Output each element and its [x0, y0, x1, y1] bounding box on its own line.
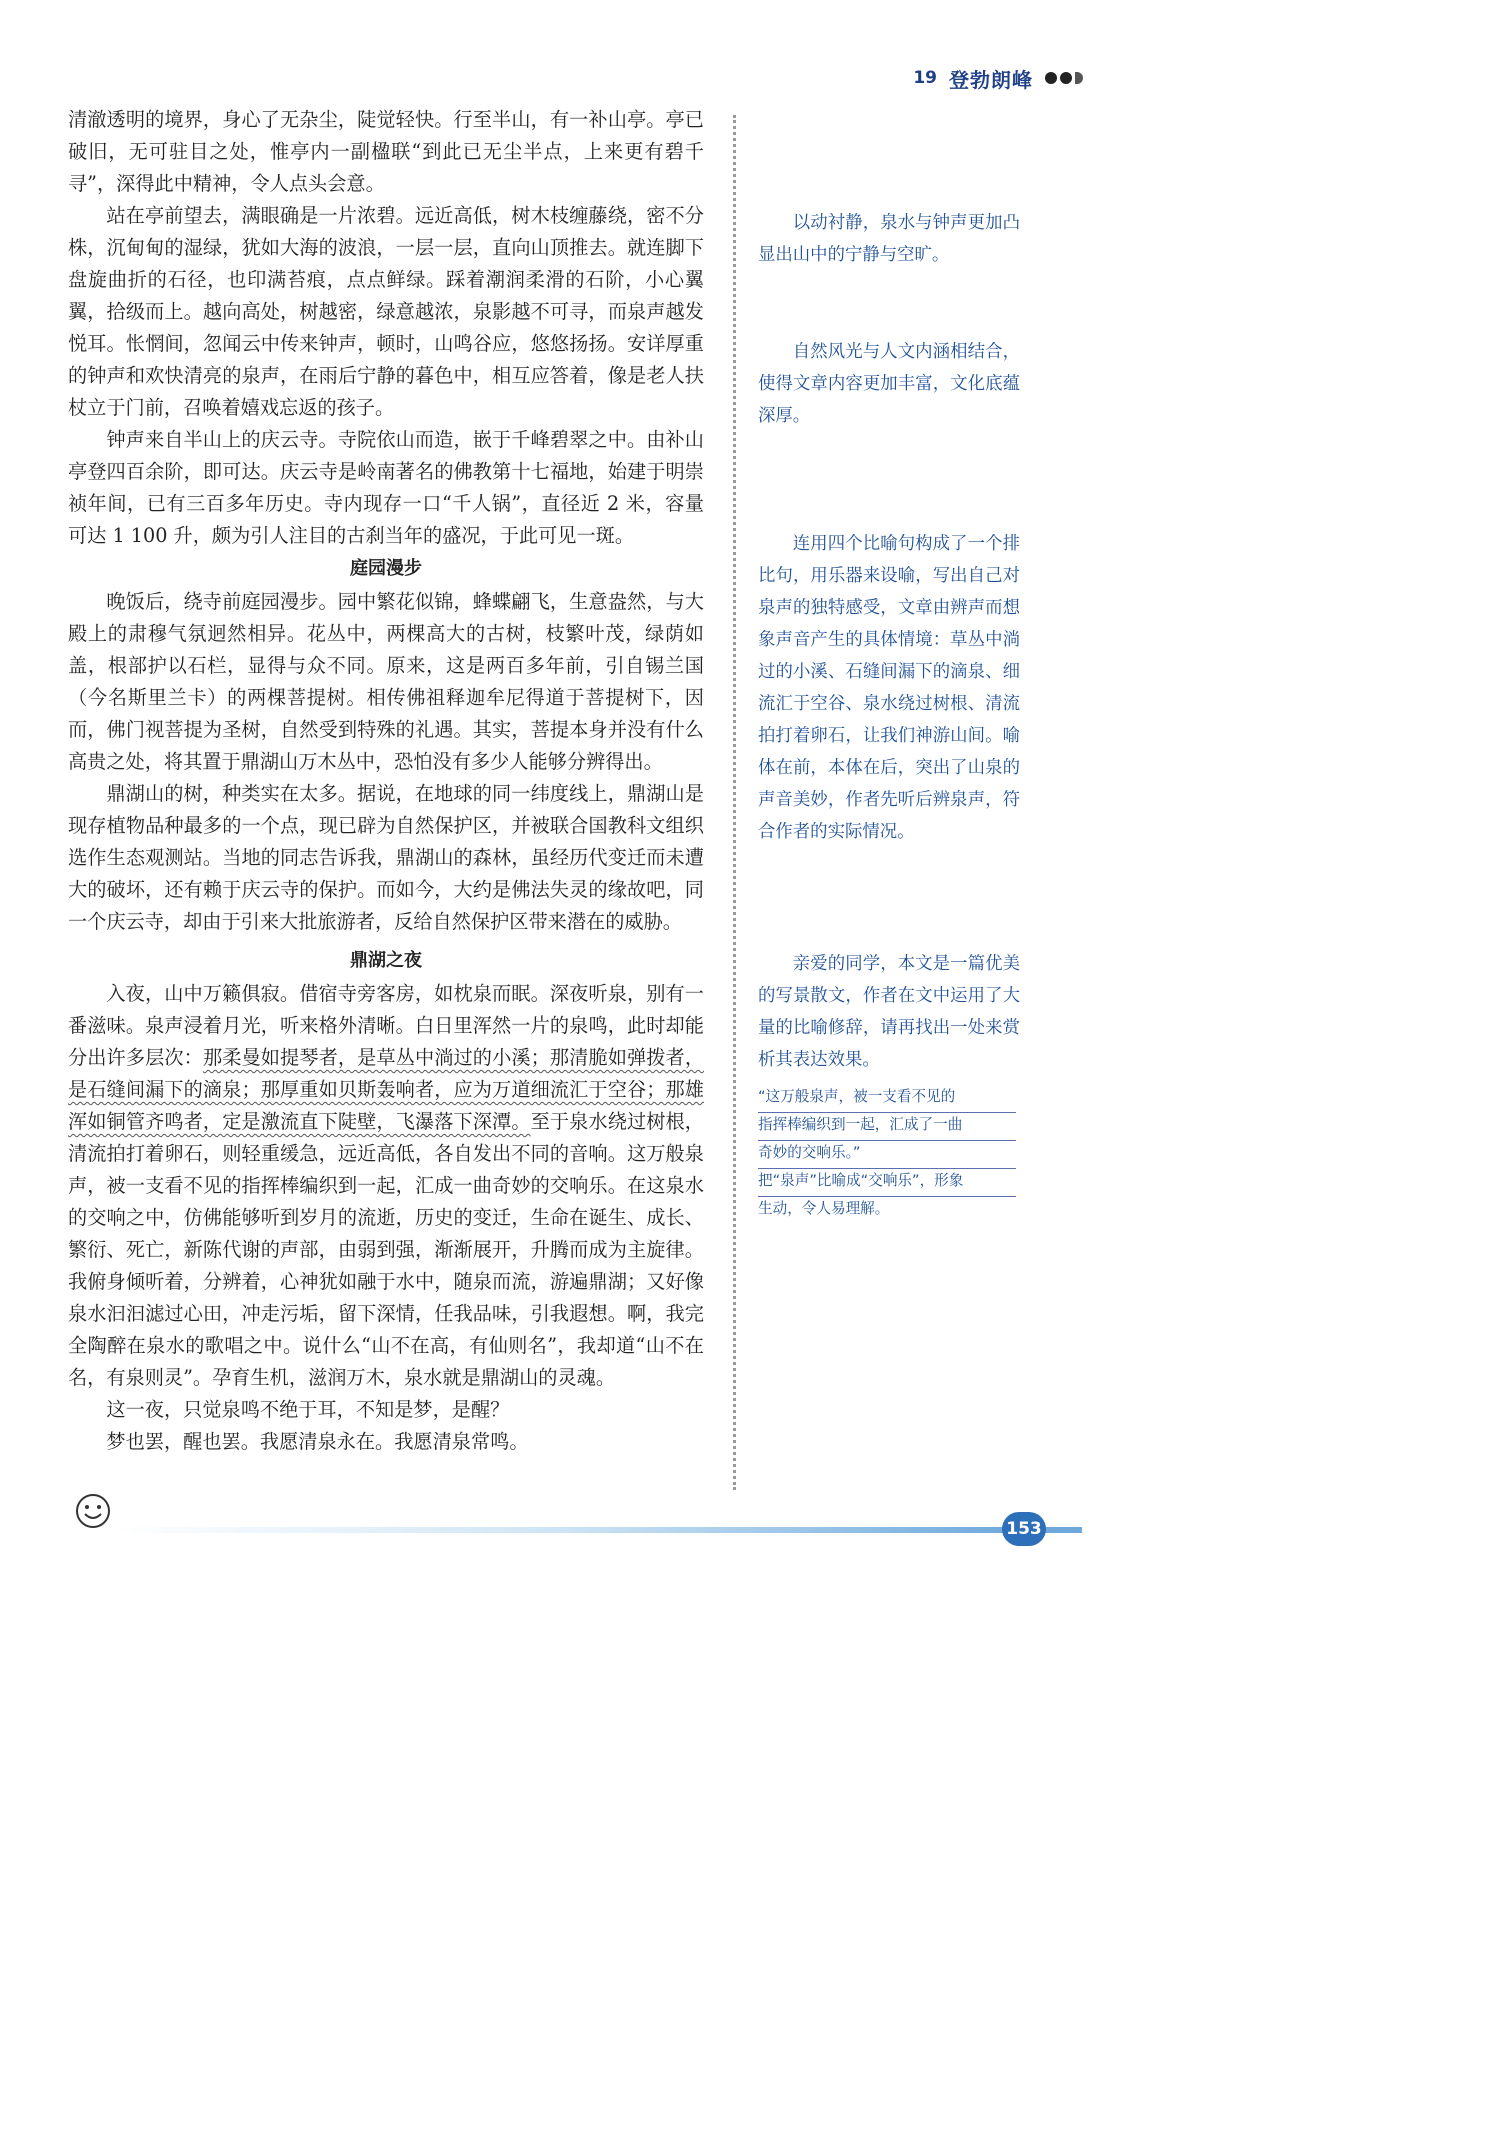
section-heading-garden: 庭园漫步: [350, 558, 422, 579]
paragraph: 鼎湖山的树，种类实在太多。据说，在地球的同一纬度线上，鼎湖山是现存植物品种最多的一个点，现已辟为自然保护区，并被联合国教科文组织选作生态观测站。当地的同志告诉我，鼎湖山的森林，虽经历代变迁而未遭大的破坏，还有赖于庆云寺的保护。而如今，大约是佛法失灵的缘故吧，同一个庆云寺，却由于引来大批旅游者，反给自然保护区带来潜在的威胁。: [68, 782, 704, 933]
side-note-2: [758, 336, 1020, 432]
wavy-underlined-text: 那柔曼如提琴者，是草丛中淌过的小溪；那清脆如弹拨者，是石缝间漏下的滴泉；那厚重如贝斯轰响者，应为万道细流汇于空谷；那雄浑如铜管齐鸣者，定是激流直下陡壁，飞瀑落下深潭。: [68, 1046, 705, 1133]
paragraph: 清澈透明的境界，身心了无杂尘，陡觉轻快。行至半山，有一补山亭。亭已破旧，无可驻目之处，惟亭内一副楹联“到此已无尘半点，上来更有碧千寻”，深得此中精神，令人点头会意。: [68, 108, 704, 195]
header-dots-icon: [1045, 72, 1083, 84]
dot-icon: [1045, 72, 1057, 84]
footer-bar-end: [1042, 1527, 1082, 1533]
side-note-3: [758, 528, 1020, 848]
text-run: 至于泉水绕过树根，清流拍打着卵石，则轻重缓急，远近高低，各自发出不同的音响。这万般泉声，被一支看不见的指挥棒编织到一起，汇成一曲奇妙的交响乐。在这泉水的交响之中，仿佛能够听到岁月的流逝，历史的变迁，生命在诞生、成长、繁衍、死亡，新陈代谢的声部，由弱到强，渐渐展开，升腾而成为主旋律。我俯身倾听着，分辨着，心神犹如融于水中，随泉而流，游遍鼎湖；又好像泉水汩汩滤过心田，冲走污垢，留下深情，任我品味，引我遐想。啊，我完全陶醉在泉水的歌唱之中。说什么“山不在高，有仙则名”，我却道“山不在名，有泉则灵”。孕育生机，滋润万木，泉水就是鼎湖山的灵魂。: [68, 1110, 704, 1389]
answer-line: 奇妙的交响乐。”: [758, 1141, 1016, 1169]
side-note-text: 以动衬静，泉水与钟声更加凸显出山中的宁静与空旷。: [758, 213, 1020, 265]
paragraph: 钟声来自半山上的庆云寺。寺院依山而造，嵌于千峰碧翠之中。由补山亭登四百余阶，即可达。庆云寺是岭南著名的佛教第十七福地，始建于明崇祯年间，已有三百多年历史。寺内现存一口“千人锅”，直径近 2 米，容量可达 1 100 升，颇为引人注目的古刹当年的盛况，于此可见一斑。: [68, 428, 704, 547]
dot-icon: [1060, 72, 1072, 84]
side-note-1: [758, 207, 1020, 271]
paragraph: 梦也罢，醒也罢。我愿清泉永在。我愿清泉常鸣。: [106, 1430, 529, 1453]
smiley-icon: [74, 1492, 112, 1530]
text-run: 入夜，山中万籁俱寂。借宿寺旁客房，如枕泉而眠。深夜听泉，别有一番滋味。泉声浸着月光，听来格外清晰。白日里浑然一片的泉鸣，此时却能分出许多层次：: [68, 982, 704, 1069]
main-text-column: [68, 104, 704, 1458]
answer-line: 把“泉声”比喻成“交响乐”，形象: [758, 1169, 1016, 1197]
page-header: [913, 64, 1083, 92]
paragraph: 这一夜，只觉泉鸣不绝于耳，不知是梦，是醒？: [106, 1398, 510, 1421]
paragraph: 晚饭后，绕寺前庭园漫步。园中繁花似锦，蜂蝶翩飞，生意盎然，与大殿上的肃穆气氛迥然相异。花丛中，两棵高大的古树，枝繁叶茂，绿荫如盖，根部护以石栏，显得与众不同。原来，这是两百多年前，引自锡兰国（今名斯里兰卡）的两棵菩提树。相传佛祖释迦牟尼得道于菩提树下，因而，佛门视菩提为圣树，自然受到特殊的礼遇。其实，菩提本身并没有什么高贵之处，将其置于鼎湖山万木丛中，恐怕没有多少人能够分辨得出。: [68, 590, 704, 773]
side-note-text: 亲爱的同学，本文是一篇优美的写景散文，作者在文中运用了大量的比喻修辞，请再找出一处来赏析其表达效果。: [758, 954, 1020, 1070]
answer-line: 生动，令人易理解。: [758, 1200, 890, 1217]
paragraph: 站在亭前望去，满眼确是一片浓碧。远近高低，树木枝缠藤绕，密不分株，沉甸甸的湿绿，犹如大海的波浪，一层一层，直向山顶推去。就连脚下盘旋曲折的石径，也印满苔痕，点点鲜绿。踩着潮润柔滑的石阶，小心翼翼，拾级而上。越向高处，树越密，绿意越浓，泉影越不可寻，而泉声越发悦耳。怅惘间，忽闻云中传来钟声，顿时，山鸣谷应，悠悠扬扬。安详厚重的钟声和欢快清亮的泉声，在雨后宁静的暮色中，相互应答着，像是老人扶杖立于门前，召唤着嬉戏忘返的孩子。: [68, 204, 704, 419]
column-divider: [733, 115, 736, 1490]
page-number: 153: [1002, 1512, 1046, 1546]
answer-line: “这万般泉声，被一支看不见的: [758, 1085, 1016, 1113]
side-note-text: 连用四个比喻句构成了一个排比句，用乐器来设喻，写出自己对泉声的独特感受，文章由辨声而想象声音产生的具体情境：草丛中淌过的小溪、石缝间漏下的滴泉、细流汇于空谷、泉水绕过树根、清流拍打着卵石，让我们神游山间。喻体在前，本体在后，突出了山泉的声音美妙，作者先听后辨泉声，符合作者的实际情况。: [758, 534, 1020, 842]
paragraph: [68, 978, 704, 1394]
side-note-question: [758, 948, 1020, 1076]
unit-title: 登勃朗峰: [949, 67, 1033, 92]
answer-area: [758, 1085, 1016, 1224]
footer-bar: [112, 1527, 1012, 1533]
answer-line: 指挥棒编织到一起，汇成了一曲: [758, 1113, 1016, 1141]
section-heading-night: 鼎湖之夜: [350, 950, 422, 971]
side-note-text: 自然风光与人文内涵相结合，使得文章内容更加丰富，文化底蕴深厚。: [758, 342, 1020, 426]
lesson-number: 19: [913, 68, 937, 88]
half-dot-icon: [1075, 72, 1083, 84]
